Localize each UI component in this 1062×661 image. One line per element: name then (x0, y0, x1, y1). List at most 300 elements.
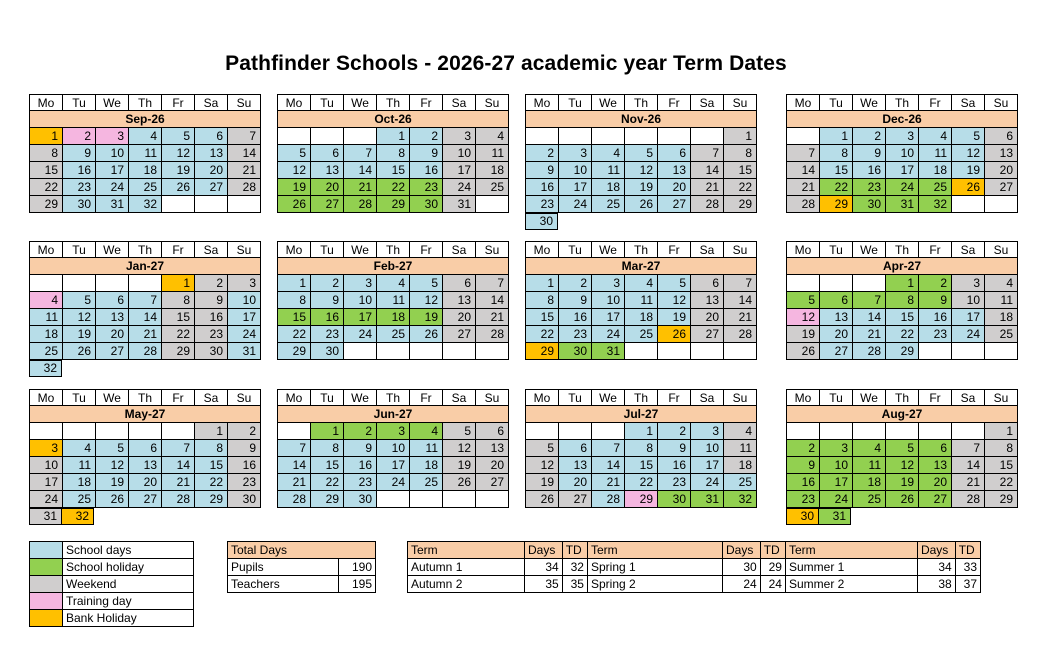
day-cell: 29 (526, 343, 559, 360)
day-cell: 31 (818, 508, 851, 525)
day-cell: 29 (625, 491, 658, 508)
empty-cell (63, 423, 96, 440)
day-cell: 9 (195, 292, 228, 309)
day-cell: 29 (377, 196, 410, 213)
day-cell: 29 (162, 343, 195, 360)
day-cell: 19 (658, 309, 691, 326)
day-cell: 20 (691, 309, 724, 326)
weekday-header: Su (228, 389, 261, 406)
day-cell: 1 (985, 423, 1018, 440)
day-cell: 14 (853, 309, 886, 326)
day-cell: 8 (526, 292, 559, 309)
empty-cell (691, 343, 724, 360)
weekday-header: Th (377, 241, 410, 258)
legend-swatch (30, 593, 63, 610)
day-cell: 22 (30, 179, 63, 196)
weekday-header: We (344, 241, 377, 258)
weekday-header: Mo (30, 389, 63, 406)
day-cell: 9 (228, 440, 261, 457)
day-cell: 8 (820, 145, 853, 162)
day-cell: 21 (476, 309, 509, 326)
day-cell: 31 (29, 508, 62, 525)
empty-cell (278, 423, 311, 440)
day-cell: 19 (625, 179, 658, 196)
day-cell: 6 (476, 423, 509, 440)
day-cell: 7 (952, 440, 985, 457)
day-cell: 30 (853, 196, 886, 213)
empty-cell (985, 343, 1018, 360)
weekday-header: Th (625, 389, 658, 406)
day-cell: 22 (278, 326, 311, 343)
day-cell: 21 (724, 309, 757, 326)
day-cell: 15 (526, 309, 559, 326)
day-cell: 4 (410, 423, 443, 440)
day-cell: 3 (592, 275, 625, 292)
day-cell: 26 (162, 179, 195, 196)
day-cell: 9 (658, 440, 691, 457)
month-jun-27 (277, 389, 509, 508)
day-cell: 24 (592, 326, 625, 343)
day-cell: 9 (919, 292, 952, 309)
weekday-header: Mo (526, 94, 559, 111)
day-cell: 18 (377, 309, 410, 326)
day-cell: 13 (919, 457, 952, 474)
empty-cell (658, 343, 691, 360)
day-cell: 3 (952, 275, 985, 292)
day-cell: 13 (129, 457, 162, 474)
weekday-header: Mo (278, 241, 311, 258)
day-cell: 9 (344, 440, 377, 457)
day-cell: 30 (195, 343, 228, 360)
weekday-header: Su (985, 241, 1018, 258)
day-cell: 19 (410, 309, 443, 326)
empty-cell (592, 128, 625, 145)
day-cell: 5 (886, 440, 919, 457)
empty-cell (228, 196, 261, 213)
empty-cell (820, 275, 853, 292)
day-cell: 3 (30, 440, 63, 457)
day-cell: 16 (228, 457, 261, 474)
weekday-header: Sa (691, 241, 724, 258)
terms-header: Days (917, 542, 955, 559)
day-cell: 11 (919, 145, 952, 162)
day-cell: 25 (129, 179, 162, 196)
day-cell: 13 (96, 309, 129, 326)
weekday-header: Mo (278, 389, 311, 406)
day-cell: 10 (691, 440, 724, 457)
day-cell: 9 (410, 145, 443, 162)
day-cell: 1 (377, 128, 410, 145)
day-cell: 12 (278, 162, 311, 179)
empty-cell (886, 423, 919, 440)
day-cell: 21 (952, 474, 985, 491)
weekday-header: Th (886, 389, 919, 406)
weekday-header: Tu (559, 241, 592, 258)
day-cell: 23 (919, 326, 952, 343)
weekday-header: Sa (195, 94, 228, 111)
empty-cell (344, 343, 377, 360)
weekday-header: Th (377, 94, 410, 111)
weekday-header: Su (724, 389, 757, 406)
day-cell: 5 (787, 292, 820, 309)
weekday-header: Su (476, 241, 509, 258)
empty-cell (162, 423, 195, 440)
day-cell: 26 (658, 326, 691, 343)
day-cell: 3 (443, 128, 476, 145)
day-cell: 14 (787, 162, 820, 179)
day-cell: 30 (559, 343, 592, 360)
day-cell: 30 (63, 196, 96, 213)
day-cell: 14 (344, 162, 377, 179)
empty-cell (96, 275, 129, 292)
empty-cell (625, 128, 658, 145)
day-cell: 15 (278, 309, 311, 326)
day-cell: 13 (476, 440, 509, 457)
empty-cell (724, 343, 757, 360)
empty-cell (625, 343, 658, 360)
day-cell: 2 (344, 423, 377, 440)
day-cell: 3 (377, 423, 410, 440)
day-cell: 14 (691, 162, 724, 179)
legend-label: Bank Holiday (63, 610, 194, 627)
day-cell: 21 (129, 326, 162, 343)
term-days: 34 (525, 559, 563, 576)
day-cell: 28 (278, 491, 311, 508)
day-cell: 13 (985, 145, 1018, 162)
empty-cell (559, 423, 592, 440)
day-cell: 9 (311, 292, 344, 309)
day-cell: 19 (278, 179, 311, 196)
day-cell: 17 (952, 309, 985, 326)
day-cell: 20 (195, 162, 228, 179)
day-cell: 6 (311, 145, 344, 162)
day-cell: 23 (526, 196, 559, 213)
day-cell: 29 (30, 196, 63, 213)
day-cell: 2 (919, 275, 952, 292)
weekday-header: Th (377, 389, 410, 406)
day-cell: 5 (526, 440, 559, 457)
weekday-header: Sa (443, 241, 476, 258)
day-cell: 15 (724, 162, 757, 179)
term-days: 30 (722, 559, 760, 576)
day-cell: 11 (985, 292, 1018, 309)
day-cell: 15 (886, 309, 919, 326)
day-cell: 10 (96, 145, 129, 162)
day-cell: 5 (96, 440, 129, 457)
day-cell: 26 (410, 326, 443, 343)
terms-header: Term (785, 542, 917, 559)
day-cell: 23 (410, 179, 443, 196)
day-cell: 19 (443, 457, 476, 474)
day-cell: 20 (443, 309, 476, 326)
day-cell: 25 (30, 343, 63, 360)
day-cell: 23 (195, 326, 228, 343)
day-cell: 25 (985, 326, 1018, 343)
day-cell: 26 (443, 474, 476, 491)
weekday-header: Fr (410, 389, 443, 406)
weekday-header: Mo (278, 94, 311, 111)
day-cell: 5 (63, 292, 96, 309)
day-cell: 4 (476, 128, 509, 145)
day-cell: 25 (625, 326, 658, 343)
day-cell: 8 (625, 440, 658, 457)
day-cell: 20 (985, 162, 1018, 179)
term-days: 38 (917, 576, 955, 593)
day-cell: 4 (985, 275, 1018, 292)
day-cell: 26 (787, 343, 820, 360)
day-cell: 25 (853, 491, 886, 508)
empty-cell (952, 423, 985, 440)
day-cell: 23 (63, 179, 96, 196)
day-cell: 24 (443, 179, 476, 196)
day-cell: 27 (658, 196, 691, 213)
weekday-header: Fr (658, 94, 691, 111)
day-cell: 27 (129, 491, 162, 508)
day-cell: 14 (476, 292, 509, 309)
empty-cell (129, 423, 162, 440)
day-cell: 9 (853, 145, 886, 162)
day-cell: 11 (30, 309, 63, 326)
term-td: 32 (562, 559, 587, 576)
day-cell: 15 (985, 457, 1018, 474)
day-cell: 27 (443, 326, 476, 343)
empty-cell (410, 491, 443, 508)
weekday-header: We (592, 389, 625, 406)
empty-cell (162, 196, 195, 213)
empty-cell (919, 423, 952, 440)
month-name: Oct-26 (278, 111, 509, 128)
day-cell: 21 (344, 179, 377, 196)
day-cell: 10 (592, 292, 625, 309)
day-cell: 29 (311, 491, 344, 508)
day-cell: 10 (228, 292, 261, 309)
weekday-header: Fr (162, 241, 195, 258)
day-cell: 26 (96, 491, 129, 508)
day-cell: 28 (787, 196, 820, 213)
month-aug-27 (786, 389, 1018, 523)
weekday-header: Fr (919, 94, 952, 111)
legend-label: School holiday (63, 559, 194, 576)
day-cell: 10 (820, 457, 853, 474)
day-cell: 25 (377, 326, 410, 343)
empty-cell (526, 423, 559, 440)
month-name: Jan-27 (30, 258, 261, 275)
day-cell: 24 (952, 326, 985, 343)
day-cell: 4 (853, 440, 886, 457)
total-days-table (227, 541, 376, 593)
empty-cell (377, 343, 410, 360)
term-name: Summer 2 (785, 576, 917, 593)
day-cell: 13 (311, 162, 344, 179)
month-oct-26 (277, 94, 509, 213)
weekday-header: We (853, 389, 886, 406)
day-cell: 23 (228, 474, 261, 491)
day-cell: 2 (228, 423, 261, 440)
day-cell: 23 (344, 474, 377, 491)
day-cell: 7 (691, 145, 724, 162)
day-cell: 6 (443, 275, 476, 292)
day-cell: 28 (853, 343, 886, 360)
day-cell: 26 (278, 196, 311, 213)
day-cell: 8 (311, 440, 344, 457)
day-cell: 7 (344, 145, 377, 162)
weekday-header: Fr (162, 389, 195, 406)
day-cell: 2 (410, 128, 443, 145)
day-cell: 15 (625, 457, 658, 474)
empty-cell (820, 423, 853, 440)
day-cell: 10 (30, 457, 63, 474)
day-cell: 12 (63, 309, 96, 326)
day-cell: 22 (886, 326, 919, 343)
empty-cell (592, 423, 625, 440)
month-name: Nov-26 (526, 111, 757, 128)
weekday-header: Th (129, 389, 162, 406)
day-cell: 27 (985, 179, 1018, 196)
weekday-header: Th (625, 94, 658, 111)
weekday-header: Mo (30, 241, 63, 258)
empty-cell (30, 275, 63, 292)
day-cell: 22 (985, 474, 1018, 491)
day-cell: 24 (820, 491, 853, 508)
day-cell: 1 (162, 275, 195, 292)
day-cell: 18 (625, 309, 658, 326)
empty-cell (559, 128, 592, 145)
day-cell: 31 (96, 196, 129, 213)
day-cell: 13 (691, 292, 724, 309)
day-cell: 3 (691, 423, 724, 440)
day-cell: 7 (228, 128, 261, 145)
day-cell: 2 (559, 275, 592, 292)
empty-cell (278, 128, 311, 145)
month-nov-26 (525, 94, 757, 228)
day-cell: 21 (278, 474, 311, 491)
day-cell: 31 (691, 491, 724, 508)
legend-label: Training day (63, 593, 194, 610)
day-cell: 20 (658, 179, 691, 196)
weekday-header: We (344, 389, 377, 406)
day-cell: 19 (787, 326, 820, 343)
day-cell: 16 (526, 179, 559, 196)
day-cell: 2 (526, 145, 559, 162)
day-cell: 20 (311, 179, 344, 196)
weekday-header: Tu (63, 241, 96, 258)
total-days-label: Pupils (228, 559, 339, 576)
weekday-header: Sa (195, 389, 228, 406)
day-cell: 20 (919, 474, 952, 491)
day-cell: 27 (820, 343, 853, 360)
day-cell: 24 (377, 474, 410, 491)
day-cell: 30 (410, 196, 443, 213)
day-cell: 29 (278, 343, 311, 360)
day-cell: 4 (724, 423, 757, 440)
day-cell: 31 (443, 196, 476, 213)
empty-cell (476, 343, 509, 360)
day-cell: 20 (96, 326, 129, 343)
empty-cell (344, 128, 377, 145)
term-name: Spring 1 (587, 559, 722, 576)
day-cell: 7 (476, 275, 509, 292)
weekday-header: Fr (919, 241, 952, 258)
day-cell: 6 (658, 145, 691, 162)
weekday-header: Tu (559, 389, 592, 406)
term-td: 35 (562, 576, 587, 593)
weekday-header: We (853, 241, 886, 258)
total-days-header: Total Days (228, 542, 376, 559)
day-cell: 28 (952, 491, 985, 508)
day-cell: 14 (129, 309, 162, 326)
day-cell: 13 (195, 145, 228, 162)
day-cell: 6 (96, 292, 129, 309)
day-cell: 14 (228, 145, 261, 162)
day-cell: 17 (886, 162, 919, 179)
day-cell: 8 (985, 440, 1018, 457)
day-cell: 11 (592, 162, 625, 179)
month-name: May-27 (30, 406, 261, 423)
day-cell: 24 (559, 196, 592, 213)
weekday-header: Su (985, 389, 1018, 406)
day-cell: 10 (377, 440, 410, 457)
day-cell: 11 (625, 292, 658, 309)
empty-cell (476, 196, 509, 213)
day-cell: 10 (952, 292, 985, 309)
day-cell: 29 (724, 196, 757, 213)
day-cell: 2 (63, 128, 96, 145)
day-cell: 1 (30, 128, 63, 145)
empty-cell (952, 196, 985, 213)
day-cell: 18 (476, 162, 509, 179)
day-cell: 13 (820, 309, 853, 326)
empty-cell (96, 423, 129, 440)
day-cell: 30 (311, 343, 344, 360)
day-cell: 16 (658, 457, 691, 474)
terms-header: Term (408, 542, 525, 559)
day-cell: 3 (820, 440, 853, 457)
day-cell: 15 (195, 457, 228, 474)
day-cell: 11 (377, 292, 410, 309)
day-cell: 12 (443, 440, 476, 457)
day-cell: 22 (724, 179, 757, 196)
empty-cell (443, 343, 476, 360)
term-td: 33 (955, 559, 980, 576)
total-days-label: Teachers (228, 576, 339, 593)
day-cell: 24 (30, 491, 63, 508)
day-cell: 24 (886, 179, 919, 196)
day-cell: 2 (311, 275, 344, 292)
term-name: Autumn 2 (408, 576, 525, 593)
empty-cell (377, 491, 410, 508)
day-cell: 3 (886, 128, 919, 145)
month-name: Mar-27 (526, 258, 757, 275)
weekday-header: Su (476, 389, 509, 406)
day-cell: 2 (195, 275, 228, 292)
legend-label: Weekend (63, 576, 194, 593)
empty-cell (658, 128, 691, 145)
day-cell: 7 (162, 440, 195, 457)
day-cell: 12 (162, 145, 195, 162)
weekday-header: We (592, 94, 625, 111)
day-cell: 18 (985, 309, 1018, 326)
day-cell: 26 (625, 196, 658, 213)
day-cell: 29 (820, 196, 853, 213)
day-cell: 21 (592, 474, 625, 491)
terms-header: TD (955, 542, 980, 559)
day-cell: 30 (525, 213, 558, 230)
day-cell: 18 (30, 326, 63, 343)
total-days-value: 190 (339, 559, 376, 576)
weekday-header: Mo (787, 389, 820, 406)
month-jan-27 (29, 241, 261, 375)
day-cell: 30 (228, 491, 261, 508)
